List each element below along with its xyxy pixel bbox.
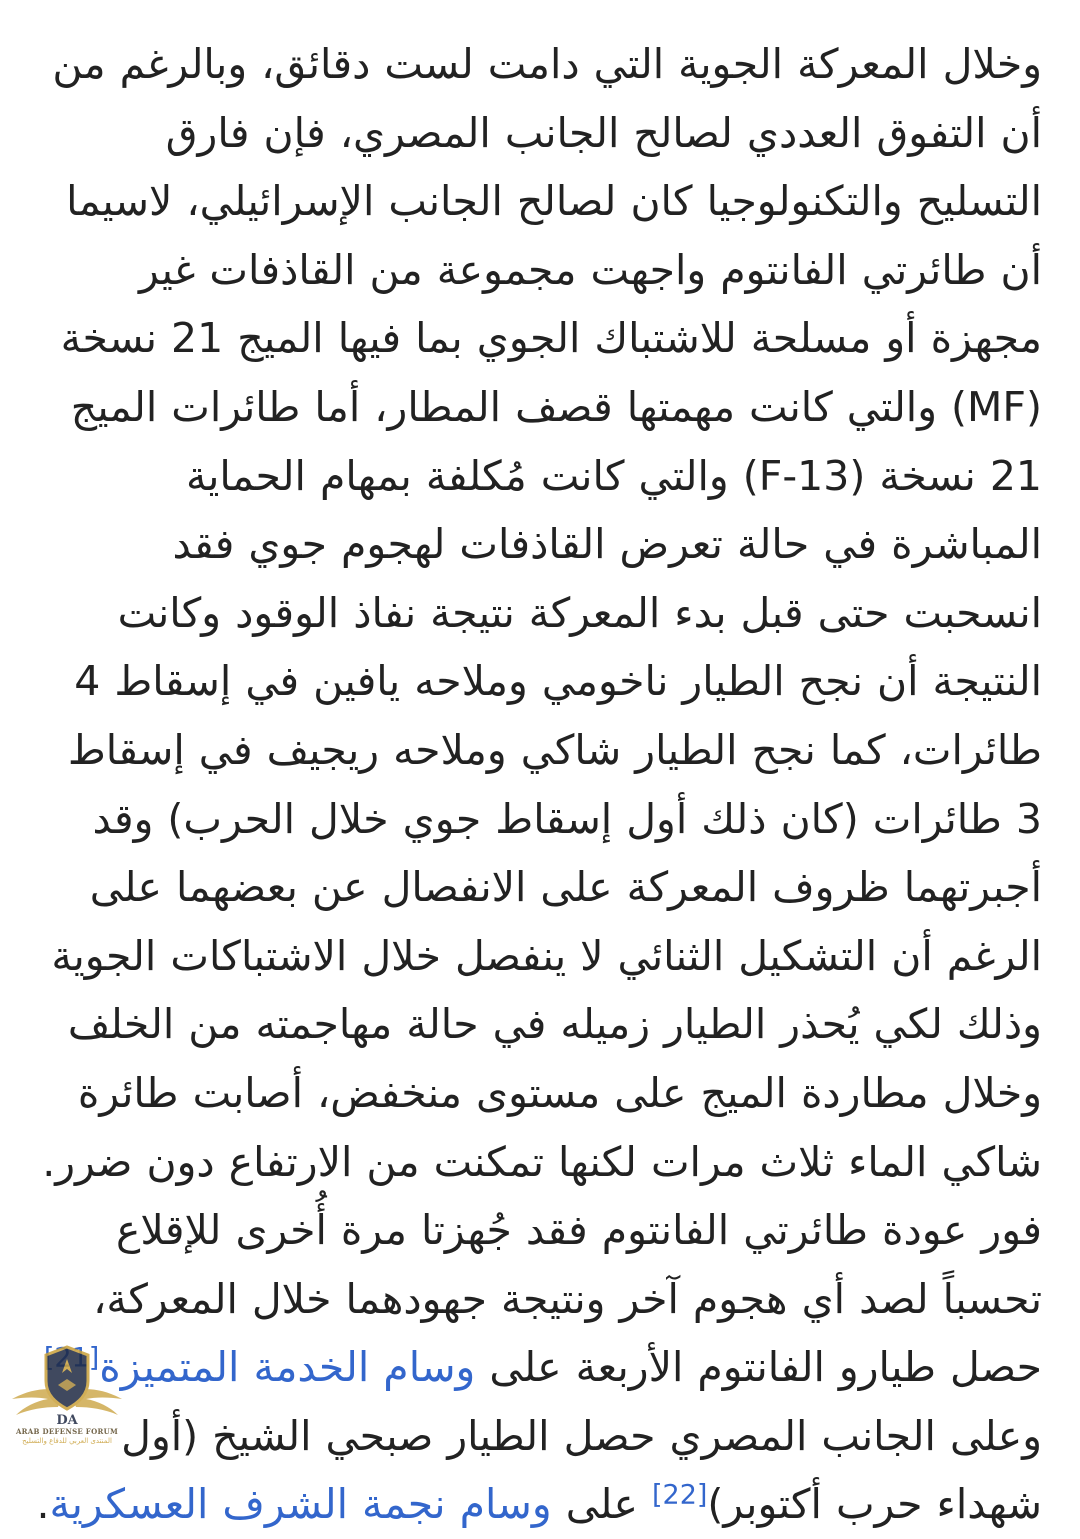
article-text: . [36,1480,50,1529]
link-military-star-of-honor[interactable]: وسام نجمة الشرف العسكرية [49,1480,552,1529]
link-distinguished-service-medal[interactable]: وسام الخدمة المتميزة [99,1343,476,1392]
shield-wings-icon [8,1329,126,1429]
citation-22[interactable]: [22] [651,1479,708,1511]
article-text: وعلى الجانب المصري حصل الطيار صبحي الشيخ (أول شهداء حرب أكتوبر) [121,1411,1042,1529]
watermark-latin-name: ARAB DEFENSE FORUM [15,1427,119,1436]
article-text: وخلال المعركة الجوية التي دامت لست دقائق، وبالرغم من أن التفوق العددي لصالح الجانب المصري، فإن فارق التسليح والتكنولوجيا كان لصالح الجانب الإسرائيلي، لاسيما أن طائرتي الفانتوم واجهت مجموعة من القاذفات غير مجهزة أو مسلحة للاشتباك الجوي بما فيها الميج 21 نسخة (MF) والتي كانت مهمتها قصف المطار، أما طائرات الميج 21 نسخة (F-13) والتي كانت مُكلفة بمهام الحماية المباشرة في حالة تعرض القاذفات لهجوم جوي فقد انسحبت حتى قبل بدء المعركة نتيجة نفاذ الوقود وكانت النتيجة أن نجح الطيار ناخومي وملاحه يافين في إسقاط 4 طائرات، كما نجح الطيار شاكي وملاحه ريجيف في إسقاط 3 طائرات (كان ذلك أول إسقاط جوي خلال الحرب) وقد أجبرتهما ظروف المعركة على الانفصال عن بعضهما على الرغم أن التشكيل الثنائي لا ينفصل خلال الاشتباكات الجوية وذلك لكي يُحذر الطيار زميله في حالة مهاجمته من الخلف وخلال مطاردة الميج على مستوى منخفض، أصابت طائرة شاكي الماء ثلاث مرات لكنها تمكنت من الارتفاع دون ضرر. فور عودة طائرتي الفانتوم فقد جُهزتا مرة أُخرى للإقلاع تحسباً لصد أي هجوم آخر ونتيجة جهودهما خلال المعركة، حصل طيارو الفانتوم الأربعة على [42,40,1042,1392]
article-paragraph [36,30,1042,1539]
citation-21[interactable]: [ [88,1342,100,1374]
article-body [36,30,1042,1539]
watermark-monogram: DA [56,1413,78,1428]
watermark-arabic-name: المنتدى العربي للدفاع والتسليح [22,1437,112,1445]
article-text: على [565,1480,638,1529]
forum-watermark-logo [8,1329,126,1451]
